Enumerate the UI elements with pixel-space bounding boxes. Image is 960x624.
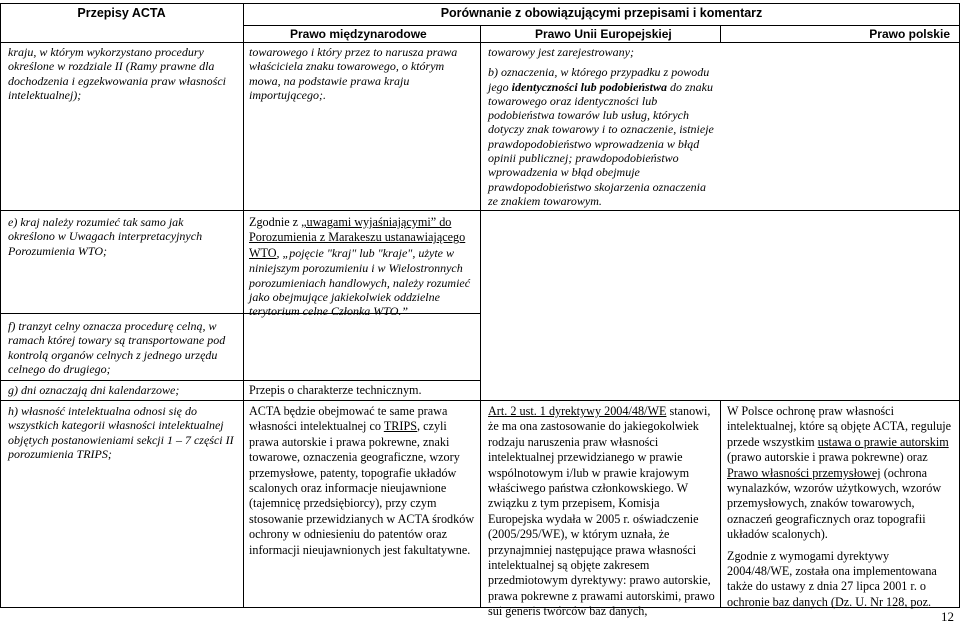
eu-law-row1 — [488, 45, 718, 208]
eu-law-row1-point-b — [488, 65, 718, 208]
int-row2-text-1: Zgodnie z — [249, 215, 302, 229]
rule-col-eu-upper — [720, 25, 721, 42]
rule-subheader-top — [243, 25, 960, 26]
copyright-act-link[interactable]: ustawa o prawie autorskim — [817, 434, 949, 449]
comparison-header: Porównanie z obowiązującymi przepisami i komentarz — [440, 6, 763, 20]
international-law-row5 — [249, 404, 475, 558]
polish-law-header: Prawo polskie — [869, 27, 950, 41]
industrial-property-law-link[interactable]: Prawo własności przemysłowej — [727, 465, 881, 480]
pl-text-1: W Polsce ochronę praw własności intelektualnej, które są objęte ACTA, reguluje przede wszystkim — [727, 404, 952, 449]
int-row5-text-1: ACTA będzie obejmować te same prawa własności intelektualnej co — [249, 404, 448, 434]
acta-provision-row4: g) dni oznaczają dni kalendarzowe; — [8, 383, 180, 397]
rule-col-eu-lower — [720, 400, 721, 607]
acta-provision-row1: kraju, w którym wykorzystano procedury określone w rozdziale II (Ramy prawne dla dochodzenia i egzekwowania praw własności intelektualnej); — [8, 45, 226, 102]
rule-left — [0, 3, 1, 607]
acta-header: Przepisy ACTA — [77, 6, 166, 20]
rule-row3-bottom — [0, 380, 480, 381]
eu-b-text-1: b) oznaczenia, w którego przypadku z powodu jego — [488, 65, 710, 94]
rule-top — [0, 3, 960, 4]
polish-law-row5-para1 — [727, 404, 953, 543]
wto-explanatory-notes-link[interactable]: „uwagami wyjaśniającymi” do Porozumienia z Marakeszu ustanawiającego WTO — [249, 215, 466, 260]
acta-provision-row3: f) tranzyt celny oznacza procedurę celną, w ramach której towary są transportowane pod kontrolą organów celnych z jednego urzędu celnego do drugiego; — [8, 319, 226, 376]
eu-row5-text: stanowi, że ma ona zastosowanie do jakiegokolwiek rodzaju naruszenia praw własności intelektualnej przewidzianego w prawie wspólnotowym i/lub w prawie krajowym właściwego państwa członkowskiego. W związku z tym przepisem, Komisja Europejska wydała w 2005 r. oświadczenie (2005/295/WE), w którym uznała, że przynajmniej następujące prawa własności intelektualnej są objęte zakresem przedmiotowym dyrektywy: prawo autorskie, prawa pokrewne z prawami autorskimi, prawo sui generis twórców baz danych, — [488, 404, 715, 619]
international-law-row2 — [249, 215, 476, 318]
pl-text-3: (ochrona wynalazków, wzorów użytkowych, wzorów przemysłowych, znaków towarowych, oznaczeń geograficznych oraz topografii układów scalonych). — [727, 465, 942, 542]
int-row2-text-2: , „pojęcie "kraj" lub "kraje", użyte w niniejszym porozumieniu i w Wielostronnych porozumieniach handlowych, należy rozumieć jako obejmujące jakiekolwiek oddzielne terytorium celne Członka WTO.” — [249, 245, 471, 319]
trips-link[interactable]: TRIPS — [383, 419, 418, 434]
pl-text-2: (prawo autorskie i prawa pokrewne) oraz — [727, 450, 928, 465]
international-law-row1: towarowego i który przez to narusza prawa właściciela znaku towarowego, o którym mowa, na podstawie prawa kraju importującego;. — [249, 45, 458, 102]
acta-provision-row5: h) własność intelektualna odnosi się do wszystkich kategorii własności intelektualnej objętych postanowieniami sekcji 1 – 7 części II porozumienia TRIPS; — [8, 404, 234, 461]
polish-law-row5-para2: Zgodnie z wymogami dyrektywy 2004/48/WE, została ona implementowana także do ustawy z dnia 27 lipca 2001 r. o ochronie baz danych (Dz. U. Nr 128, poz. — [727, 548, 937, 609]
rule-col-international — [480, 25, 481, 607]
eu-b-text-2: do znaku towarowego oraz identyczności lub podobieństwa towarów lub usług, których dotyczy znak towarowy i to oznaczenie, istnieje prawdopodobieństwo wprowadzenia w błąd opinii publicznej; prawdopodobieństwo wprowadzenia w błąd obejmuje prawdopodobieństwo skojarzenia oznaczenia ze znakiem towarowym. — [488, 79, 714, 208]
eu-law-row1-line: towarowy jest zarejestrowany; — [488, 45, 634, 59]
eu-law-header: Prawo Unii Europejskiej — [535, 27, 672, 41]
page-number: 12 — [941, 609, 954, 624]
eu-b-bold: identyczności lub podobieństwa — [511, 79, 668, 94]
international-law-header: Prawo międzynarodowe — [290, 27, 427, 41]
acta-provision-row2: e) kraj należy rozumieć tak samo jak określono w Uwagach interpretacyjnych Porozumienia WTO; — [8, 215, 203, 258]
eu-law-row5 — [488, 404, 716, 620]
international-law-row4: Przepis o charakterze technicznym. — [249, 383, 422, 397]
directive-article-link[interactable]: Art. 2 ust. 1 dyrektywy 2004/48/WE — [488, 404, 667, 418]
int-row5-text-2: , czyli prawa autorskie i prawa pokrewne, znaki towarowe, oznaczenia geograficzne, wzory przemysłowe, patenty, topografie układów scalonych oraz informacje nieujawnione (tajemnicę przedsiębiorcy), przy czym stosowanie przewidzianych w ACTA środków ochrony w odniesieniu do patentów oraz informacji nieujawnionych jest fakultatywne. — [249, 419, 475, 557]
rule-col-acta — [243, 3, 244, 607]
polish-law-row5 — [727, 404, 953, 610]
